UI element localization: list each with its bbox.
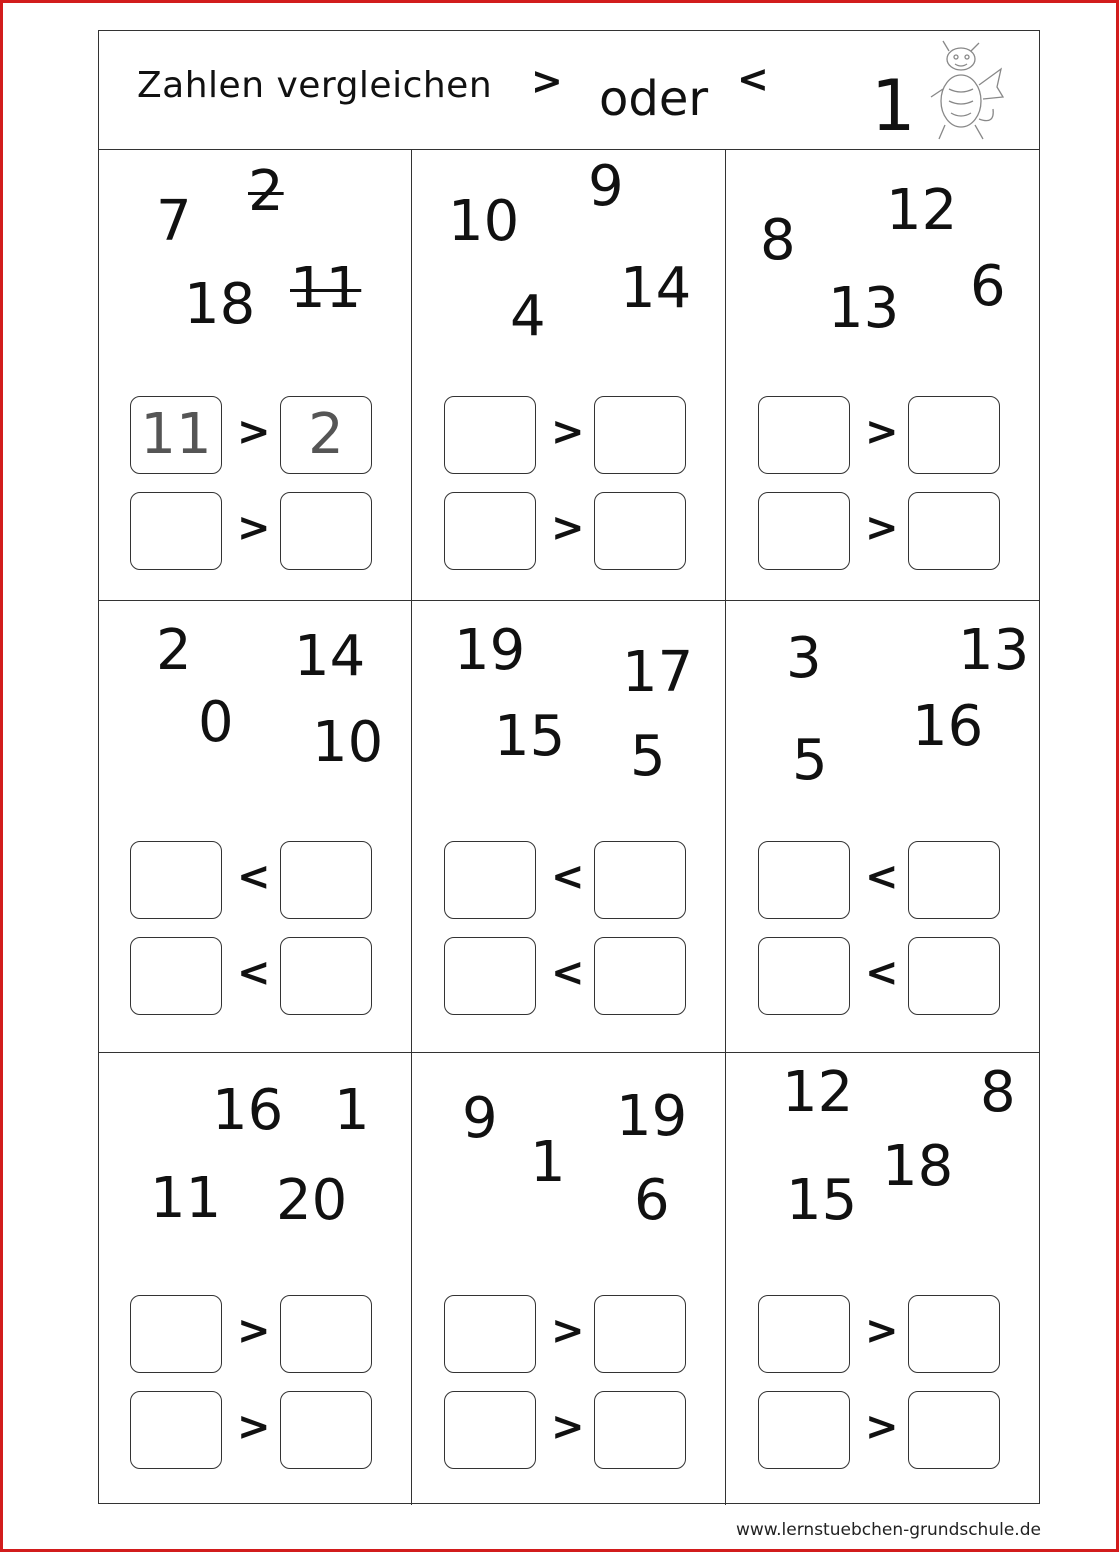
comparison-row <box>130 396 376 476</box>
answer-box-left[interactable] <box>758 1295 850 1373</box>
exercise-cell <box>726 601 1040 1053</box>
answer-box-left[interactable] <box>444 1391 536 1469</box>
scattered-number: 18 <box>184 272 256 337</box>
scattered-number: 8 <box>980 1060 1016 1125</box>
comparison-operator: > <box>237 505 271 551</box>
scattered-number: 11 <box>150 1166 222 1231</box>
scattered-number: 6 <box>634 1168 670 1233</box>
comparison-operator: < <box>551 854 585 900</box>
comparison-operator: > <box>237 1308 271 1354</box>
answer-box-right[interactable] <box>908 937 1000 1015</box>
exercise-cell <box>726 149 1040 601</box>
answer-box-left[interactable] <box>444 937 536 1015</box>
answer-box-left[interactable] <box>130 937 222 1015</box>
exercise-cell <box>98 601 412 1053</box>
answer-box-left[interactable]: 11 <box>130 396 222 474</box>
answer-box-right[interactable] <box>594 396 686 474</box>
answer-box-right[interactable]: 2 <box>280 396 372 474</box>
comparison-row <box>758 841 1004 921</box>
answer-box-left[interactable] <box>444 396 536 474</box>
answer-box-left[interactable] <box>130 1391 222 1469</box>
worksheet-header <box>99 31 1039 150</box>
worksheet-title: Zahlen vergleichen <box>137 65 493 106</box>
answer-box-left[interactable] <box>130 841 222 919</box>
scattered-number: 17 <box>622 640 694 705</box>
comparison-row <box>130 937 376 1017</box>
answer-box-left[interactable] <box>444 492 536 570</box>
scattered-number: 14 <box>620 256 692 321</box>
scattered-number: 16 <box>912 694 984 759</box>
scattered-number: 20 <box>276 1168 348 1233</box>
scattered-number: 16 <box>212 1078 284 1143</box>
comparison-row <box>130 492 376 572</box>
exercise-cell <box>98 149 412 601</box>
answer-box-right[interactable] <box>280 841 372 919</box>
comparison-operator: > <box>551 409 585 455</box>
comparison-operator: > <box>551 1308 585 1354</box>
comparison-operator: < <box>237 950 271 996</box>
answer-box-left[interactable] <box>758 937 850 1015</box>
answer-box-right[interactable] <box>908 1295 1000 1373</box>
scattered-number: 2 <box>156 618 192 683</box>
answer-box-left[interactable] <box>758 396 850 474</box>
answer-box-right[interactable] <box>594 492 686 570</box>
comparison-operator: > <box>237 1404 271 1450</box>
exercise-cell <box>412 149 726 601</box>
answer-box-right[interactable] <box>594 841 686 919</box>
scattered-number: 19 <box>454 618 526 683</box>
scattered-number: 5 <box>792 728 828 793</box>
comparison-row <box>758 937 1004 1017</box>
comparison-operator: < <box>237 854 271 900</box>
comparison-operator: > <box>237 409 271 455</box>
comparison-operator: > <box>551 1404 585 1450</box>
comparison-operator: < <box>551 950 585 996</box>
answer-box-left[interactable] <box>758 841 850 919</box>
footer-url: www.lernstuebchen-grundschule.de <box>736 1520 1041 1540</box>
comparison-row <box>758 1295 1004 1375</box>
scattered-number: 0 <box>198 690 234 755</box>
comparison-operator: > <box>551 505 585 551</box>
comparison-row <box>444 841 690 921</box>
answer-box-right[interactable] <box>280 492 372 570</box>
scattered-number: 6 <box>970 254 1006 319</box>
comparison-row <box>444 1391 690 1471</box>
answer-box-right[interactable] <box>594 937 686 1015</box>
exercise-cell <box>726 1053 1040 1505</box>
scattered-number: 13 <box>828 276 900 341</box>
comparison-operator: > <box>865 409 899 455</box>
answer-box-left[interactable] <box>758 492 850 570</box>
exercise-cell <box>412 601 726 1053</box>
scattered-number: 1 <box>334 1078 370 1143</box>
scattered-number: 3 <box>786 626 822 691</box>
comparison-row <box>130 1391 376 1471</box>
exercise-cell <box>412 1053 726 1505</box>
scattered-number: 7 <box>156 189 192 254</box>
comparison-operator: > <box>865 505 899 551</box>
answer-box-right[interactable] <box>908 1391 1000 1469</box>
answer-box-right[interactable] <box>280 937 372 1015</box>
scattered-number: 8 <box>760 208 796 273</box>
scattered-number: 2 <box>248 159 284 224</box>
answer-box-left[interactable] <box>444 841 536 919</box>
answer-box-right[interactable] <box>280 1295 372 1373</box>
answer-box-right[interactable] <box>594 1391 686 1469</box>
comparison-row <box>444 937 690 1017</box>
scattered-number: 12 <box>782 1060 854 1125</box>
scattered-number: 19 <box>616 1084 688 1149</box>
comparison-row <box>758 396 1004 476</box>
comparison-row <box>758 492 1004 572</box>
comparison-row <box>758 1391 1004 1471</box>
comparison-operator: > <box>865 1404 899 1450</box>
scattered-number: 13 <box>958 618 1030 683</box>
scattered-number: 15 <box>494 704 566 769</box>
comparison-row <box>444 1295 690 1375</box>
scattered-number: 12 <box>886 178 958 243</box>
comparison-operator: < <box>865 950 899 996</box>
scattered-number: 9 <box>462 1086 498 1151</box>
answer-box-left[interactable] <box>130 1295 222 1373</box>
exercise-cell <box>98 1053 412 1505</box>
scattered-number: 15 <box>786 1168 858 1233</box>
answer-box-right[interactable] <box>908 841 1000 919</box>
scattered-number: 4 <box>510 284 546 349</box>
less-than-symbol: < <box>737 57 769 101</box>
dragon-icon <box>925 39 1005 143</box>
comparison-row <box>444 492 690 572</box>
answer-box-right[interactable] <box>594 1295 686 1373</box>
or-text: oder <box>599 71 709 127</box>
answer-box-right[interactable] <box>908 396 1000 474</box>
scattered-number: 14 <box>294 624 366 689</box>
scattered-number: 18 <box>882 1134 954 1199</box>
answer-box-left[interactable] <box>758 1391 850 1469</box>
answer-box-left[interactable] <box>444 1295 536 1373</box>
answer-box-left[interactable] <box>130 492 222 570</box>
comparison-row <box>130 841 376 921</box>
scattered-number: 10 <box>448 189 520 254</box>
scattered-number: 1 <box>530 1130 566 1195</box>
comparison-row <box>444 396 690 476</box>
greater-than-symbol: > <box>531 59 563 103</box>
comparison-operator: > <box>865 1308 899 1354</box>
comparison-operator: < <box>865 854 899 900</box>
answer-box-right[interactable] <box>280 1391 372 1469</box>
scattered-number: 9 <box>588 154 624 219</box>
scattered-number: 10 <box>312 710 384 775</box>
scattered-number: 5 <box>630 724 666 789</box>
answer-box-right[interactable] <box>908 492 1000 570</box>
sheet-number: 1 <box>871 65 916 147</box>
comparison-row <box>130 1295 376 1375</box>
scattered-number: 11 <box>290 256 362 321</box>
